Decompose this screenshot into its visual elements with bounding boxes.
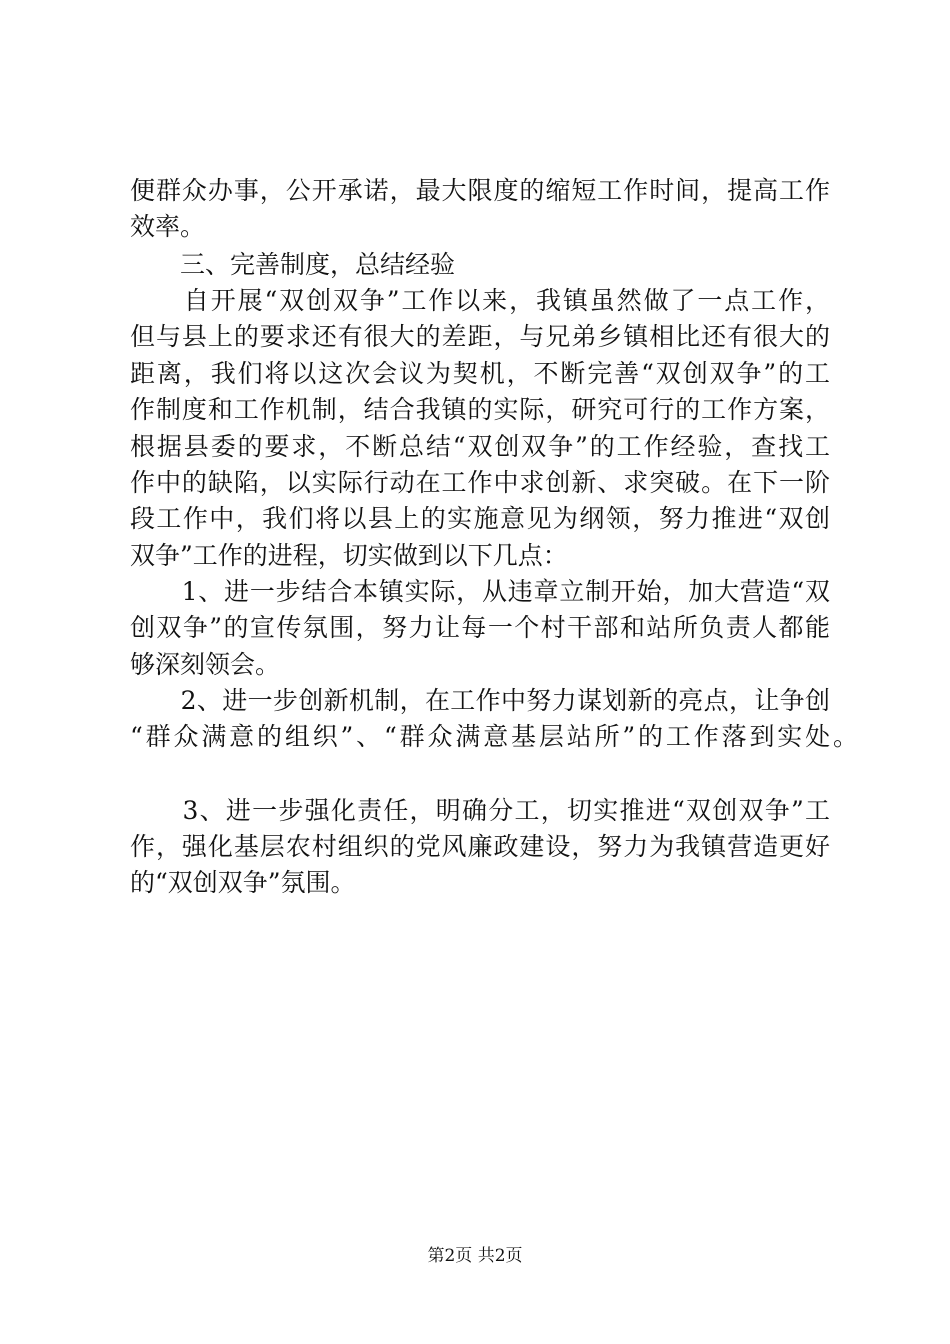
list-item-line: 的“双创双争”氛围。	[130, 868, 356, 897]
paragraph-line: 作制度和工作机制，结合我镇的实际，研究可行的工作方案，	[130, 395, 830, 424]
paragraph-line: 距离，我们将以这次会议为契机，不断完善“双创双争”的工	[130, 359, 830, 388]
list-item-line: 1、进一步结合本镇实际，从违章立制开始，加大营造“双	[130, 577, 830, 606]
list-item-line: “群众满意的组织”、“群众满意基层站所”的工作落到实处。	[130, 722, 858, 751]
paragraph-line: 便群众办事，公开承诺，最大限度的缩短工作时间，提高工作	[130, 176, 830, 205]
list-item-line: 3、进一步强化责任，明确分工，切实推进“双创双争”工	[130, 796, 830, 825]
list-item-line: 2、进一步创新机制，在工作中努力谋划新的亮点，让争创	[130, 686, 830, 715]
paragraph-line: 根据县委的要求，不断总结“双创双争”的工作经验，查找工	[130, 432, 830, 461]
section-heading: 三、完善制度，总结经验	[130, 250, 456, 279]
page-number-footer: 第2页 共2页	[427, 1246, 523, 1266]
list-item-line: 作，强化基层农村组织的党风廉政建设，努力为我镇营造更好	[130, 832, 830, 861]
list-item-line: 创双争”的宣传氛围，努力让每一个村干部和站所负责人都能	[130, 613, 830, 642]
paragraph-line: 效率。	[130, 212, 206, 241]
paragraph-line: 自开展“双创双争”工作以来，我镇虽然做了一点工作，	[130, 286, 830, 315]
paragraph-line: 段工作中，我们将以县上的实施意见为纲领，努力推进“双创	[130, 504, 830, 533]
paragraph-line: 双争”工作的进程，切实做到以下几点：	[130, 541, 568, 570]
paragraph-line: 但与县上的要求还有很大的差距，与兄弟乡镇相比还有很大的	[130, 322, 830, 351]
paragraph-line: 作中的缺陷，以实际行动在工作中求创新、求突破。在下一阶	[130, 468, 830, 497]
list-item-line: 够深刻领会。	[130, 650, 281, 679]
